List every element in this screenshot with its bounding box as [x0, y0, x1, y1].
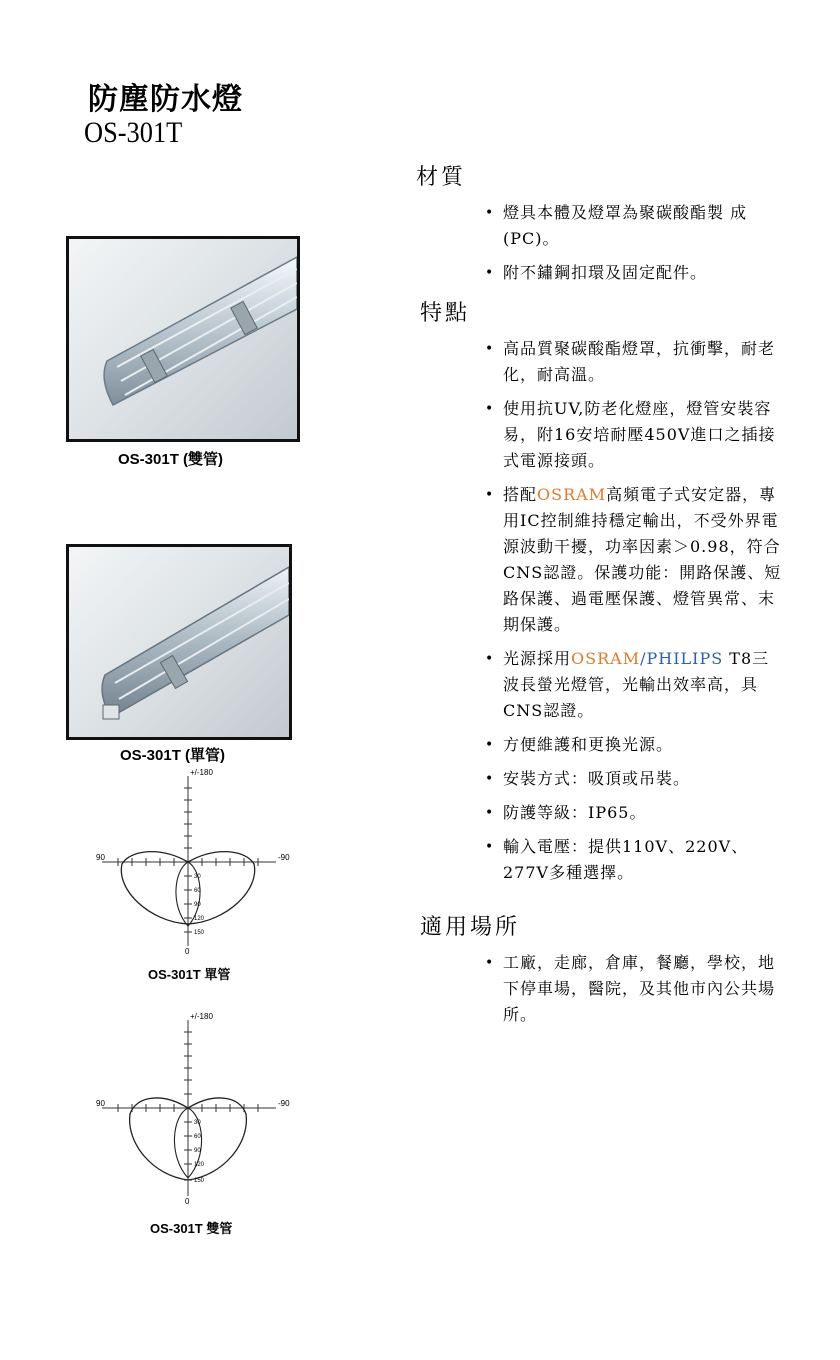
polar-double-tick: 150: [194, 1178, 205, 1184]
polar-double-top-label: +/-180: [190, 1012, 213, 1021]
list-item: • 方便維護和更換光源。: [485, 732, 785, 758]
polar-single-tick: 120: [194, 916, 205, 922]
fixture-double-illustration: [69, 239, 297, 439]
product-photo-single: [66, 544, 292, 740]
list-item: [485, 646, 785, 724]
section-heading-features: 特點: [420, 301, 471, 326]
polar-single-tick: 60: [194, 888, 201, 894]
polar-single-right-label: -90: [278, 853, 290, 862]
polar-double-tick: 120: [194, 1162, 205, 1168]
brand-osram: OSRAM: [537, 485, 607, 504]
section-heading-applications: 適用場所: [420, 915, 521, 940]
caption-double: OS-301T (雙管): [118, 451, 224, 468]
list-item: • 工廠，走廊，倉庫，餐廳，學校，地下停車場，醫院，及其他市內公共場所。: [485, 950, 785, 1028]
polar-double-right-label: -90: [278, 1099, 290, 1108]
list-item: [485, 482, 785, 638]
list-item: • 輸入電壓：提供110V、220V、277V多種選擇。: [485, 834, 785, 886]
list-item: • 附不鏽鋼扣環及固定配件。: [485, 260, 785, 286]
list-item-text: 搭配: [503, 485, 538, 504]
brand-separator: /: [640, 649, 647, 668]
polar-single-left-label: 90: [96, 853, 105, 862]
caption-single: OS-301T (單管): [120, 747, 226, 764]
material-list: [485, 200, 785, 294]
polar-double-tick: 30: [194, 1120, 201, 1126]
list-item: • 燈具本體及燈罩為聚碳酸酯製 成(PC)。: [485, 200, 785, 252]
brand-philips: PHILIPS: [646, 649, 724, 668]
list-item: • 高品質聚碳酸酯燈罩，抗衝擊，耐老化，耐高溫。: [485, 336, 785, 388]
list-item: • 安裝方式：吸頂或吊裝。: [485, 766, 785, 792]
polar-double-tick: 60: [194, 1134, 201, 1140]
polar-double-tick: 90: [194, 1148, 201, 1154]
product-photo-double: [66, 236, 300, 442]
polar-caption-double: OS-301T 雙管: [150, 1221, 233, 1236]
features-list: [485, 336, 785, 894]
list-item-text: T8三波長螢光燈管，光輸出效率高，具CNS認證。: [503, 649, 770, 720]
product-model: OS-301T: [84, 116, 183, 149]
polar-double-bottom-label: 0: [185, 1197, 190, 1206]
product-title: 防塵防水燈: [88, 82, 243, 117]
polar-diagram-double: [90, 1010, 300, 1206]
brand-osram: OSRAM: [571, 649, 641, 668]
list-item: • 使用抗UV,防老化燈座，燈管安裝容易，附16安培耐壓450V進口之插接式電源接頭。: [485, 396, 785, 474]
polar-single-tick: 90: [194, 902, 201, 908]
list-item-text: 高頻電子式安定器，專用IC控制維持穩定輸出，不受外界電源波動干擾，功率因素＞0.98，符合CNS認證。保護功能：開路保護、短路保護、過電壓保護、燈管異常、末期保護。: [503, 485, 782, 634]
polar-single-bottom-label: 0: [185, 947, 190, 956]
polar-double-left-label: 90: [96, 1099, 105, 1108]
list-item-text: 光源採用: [503, 649, 572, 668]
section-heading-material: 材質: [416, 165, 467, 190]
list-item: • 防護等級：IP65。: [485, 800, 785, 826]
fixture-single-illustration: [69, 547, 289, 737]
polar-single-tick: 30: [194, 874, 201, 880]
polar-diagram-single: [90, 766, 300, 956]
polar-caption-single: OS-301T 單管: [148, 967, 231, 982]
polar-single-top-label: +/-180: [190, 768, 213, 777]
applications-list: [485, 950, 785, 1036]
polar-single-tick: 150: [194, 930, 205, 936]
